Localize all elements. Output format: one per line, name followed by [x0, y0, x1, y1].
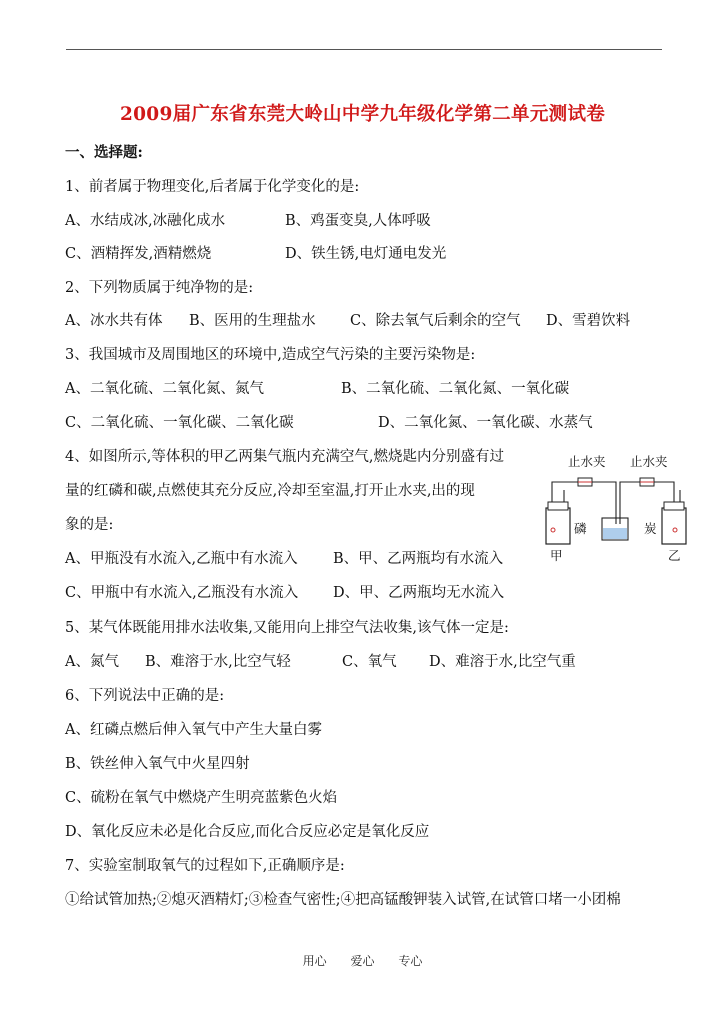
q5-options-row — [65, 653, 576, 671]
q2-stem: 2、下列物质属于纯净物的是: — [65, 280, 254, 296]
q3-stem: 3、我国城市及周围地区的环境中,造成空气污染的主要污染物是: — [65, 347, 476, 363]
q1-option-a: A、水结成冰,冰融化成水 — [65, 213, 226, 229]
q1-options-row1 — [65, 212, 431, 230]
q5-option-b: B、难溶于水,比空气轻 — [145, 654, 291, 670]
q4-stem-line3: 象的是: — [65, 517, 114, 533]
page-footer — [0, 952, 725, 969]
q5-option-c: C、氧气 — [342, 654, 397, 670]
q4-option-d: D、甲、乙两瓶均无水流入 — [333, 585, 505, 601]
q5-option-a: A、氮气 — [65, 654, 119, 670]
q6-option-a: A、红磷点燃后伸入氧气中产生大量白雾 — [65, 722, 322, 738]
q1-options-row2 — [65, 245, 447, 263]
q3-option-a: A、二氧化硫、二氧化氮、氮气 — [65, 381, 264, 397]
q2-option-d: D、雪碧饮料 — [546, 313, 631, 329]
q4-stem-line2: 量的红磷和碳,点燃使其充分反应,冷却至室温,打开止水夹,出的现 — [65, 483, 475, 499]
footer-word-2: 爱心 — [350, 954, 375, 968]
header-rule — [66, 49, 662, 50]
q7-steps: ①给试管加热;②熄灭酒精灯;③检查气密性;④把高锰酸钾装入试管,在试管口堵一小团棉 — [65, 892, 621, 908]
q3-options-row2 — [65, 414, 593, 432]
q2-option-c: C、除去氧气后剩余的空气 — [350, 313, 521, 329]
footer-word-1: 用心 — [302, 954, 327, 968]
q5-option-d: D、难溶于水,比空气重 — [429, 654, 576, 670]
q6-stem: 6、下列说法中正确的是: — [65, 688, 225, 704]
q3-option-d: D、二氧化氮、一氧化碳、水蒸气 — [378, 415, 593, 431]
q2-option-b: B、医用的生理盐水 — [189, 313, 316, 329]
bottle-a-label: 甲 — [550, 548, 563, 563]
q6-option-d: D、氧化反应未必是化合反应,而化合反应必定是氧化反应 — [65, 824, 430, 840]
q1-option-c: C、酒精挥发,酒精燃烧 — [65, 246, 212, 262]
q4-option-b: B、甲、乙两瓶均有水流入 — [333, 551, 504, 567]
q2-options-row — [65, 312, 631, 330]
carbon-label: 炭 — [644, 521, 657, 536]
q6-option-c: C、硫粉在氧气中燃烧产生明亮蓝紫色火焰 — [65, 790, 338, 806]
footer-word-3: 专心 — [398, 954, 423, 968]
q4-option-c: C、甲瓶中有水流入,乙瓶没有水流入 — [65, 585, 299, 601]
section-heading: 一、选择题: — [65, 144, 143, 161]
q3-option-b: B、二氧化硫、二氧化氮、一氧化碳 — [341, 381, 570, 397]
q2-option-a: A、冰水共有体 — [65, 313, 163, 329]
bottle-b-label: 乙 — [668, 548, 681, 563]
q7-stem: 7、实验室制取氧气的过程如下,正确顺序是: — [65, 858, 345, 874]
clamp-label-left: 止水夹 — [568, 454, 606, 469]
clamp-label-right: 止水夹 — [630, 454, 668, 469]
q5-stem: 5、某气体既能用排水法收集,又能用向上排空气法收集,该气体一定是: — [65, 620, 509, 636]
phosphorus-label: 磷 — [574, 521, 587, 536]
q4-options-row1 — [65, 550, 504, 568]
q1-stem: 1、前者属于物理变化,后者属于化学变化的是: — [65, 179, 360, 195]
q1-option-d: D、铁生锈,电灯通电发光 — [285, 246, 447, 262]
q3-option-c: C、二氧化硫、一氧化碳、二氧化碳 — [65, 415, 294, 431]
q4-options-row2 — [65, 584, 505, 602]
q6-option-b: B、铁丝伸入氧气中火星四射 — [65, 756, 250, 772]
q4-stem-line1: 4、如图所示,等体积的甲乙两集气瓶内充满空气,燃烧匙内分别盛有过 — [65, 449, 504, 465]
exam-title: 2009届广东省东莞大岭山中学九年级化学第二单元测试卷 — [119, 104, 606, 125]
q1-option-b: B、鸡蛋变臭,人体呼吸 — [285, 213, 431, 229]
gas-bottle-figure — [540, 452, 690, 564]
q4-option-a: A、甲瓶没有水流入,乙瓶中有水流入 — [65, 551, 298, 567]
q3-options-row1 — [65, 380, 570, 398]
